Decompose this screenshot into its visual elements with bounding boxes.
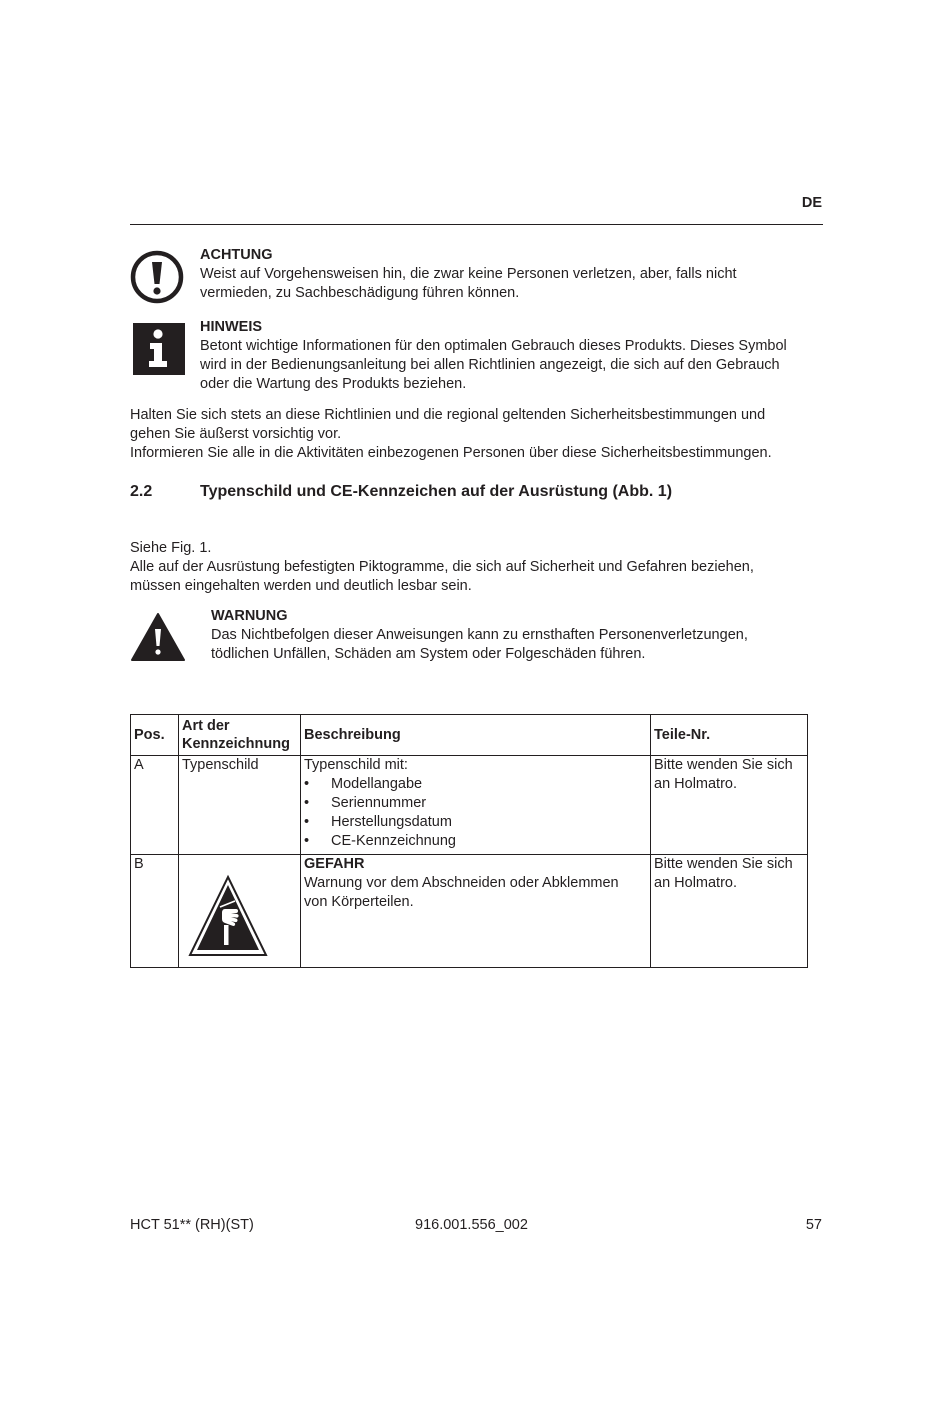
header-art <box>179 715 301 756</box>
notice-hinweis-line: Betont wichtige Informationen für den optimalen Gebrauch dieses Produkts. Dieses Symbol <box>200 338 787 354</box>
body-line: Halten Sie sich stets an diese Richtlinien und die regional geltenden Sicherheitsbestimmungen und <box>130 407 766 423</box>
notice-achtung-line: Weist auf Vorgehensweisen hin, die zwar keine Personen verletzen, aber, falls nicht <box>200 266 737 282</box>
list-item: • Seriennummer <box>304 794 647 813</box>
section-number: 2.2 <box>130 483 153 500</box>
list-item: • Modellangabe <box>304 775 647 794</box>
footer-page-number: 57 <box>805 1217 822 1233</box>
beschreibung-line: von Körperteilen. <box>304 894 414 910</box>
section-title: Typenschild und CE-Kennzeichen auf der Ausrüstung (Abb. 1) <box>200 483 673 500</box>
body-line: Informieren Sie alle in die Aktivitäten einbezogenen Personen über diese Sicherheitsbestimmungen. <box>130 445 772 461</box>
warning-triangle-icon <box>130 612 186 662</box>
notice-warnung-line: Das Nichtbefolgen dieser Anweisungen kann zu ernsthaften Personenverletzungen, <box>211 627 748 643</box>
notice-achtung <box>200 246 737 303</box>
hand-crush-warning-icon <box>187 873 269 959</box>
body-line: Siehe Fig. 1. <box>130 540 212 556</box>
language-code: DE <box>801 195 822 211</box>
notice-warnung <box>211 607 748 664</box>
cell-pos: A <box>131 756 179 855</box>
list-item: • Herstellungsdatum <box>304 813 647 832</box>
body-line: müssen eingehalten werden und deutlich lesbar sein. <box>130 578 472 594</box>
table-row <box>131 855 808 968</box>
beschreibung-intro: Typenschild mit: <box>304 757 408 773</box>
body-line: Alle auf der Ausrüstung befestigten Piktogramme, die sich auf Sicherheit und Gefahren beziehen, <box>130 559 754 575</box>
teile-line: an Holmatro. <box>654 875 738 891</box>
notice-hinweis-line: oder die Wartung des Produkts beziehen. <box>200 376 467 392</box>
notice-hinweis-line: wird in der Bedienungsanleitung bei allen Richtlinien angezeigt, die sich auf den Gebrauch <box>200 357 780 373</box>
safety-paragraph <box>130 406 772 463</box>
marking-table <box>130 714 808 968</box>
teile-line: Bitte wenden Sie sich <box>654 757 793 773</box>
cell-art: Typenschild <box>179 756 301 855</box>
cell-teile <box>651 756 808 855</box>
feature-list <box>304 775 647 851</box>
notice-hinweis <box>200 318 787 394</box>
cell-beschreibung <box>301 855 651 968</box>
body-line: gehen Sie äußerst vorsichtig vor. <box>130 426 342 442</box>
pictogram-paragraph <box>130 539 754 596</box>
cell-art-icon <box>179 855 301 968</box>
header-teile: Teile-Nr. <box>651 715 808 756</box>
table-header-row <box>131 715 808 756</box>
header-art-line: Kennzeichnung <box>182 736 290 752</box>
teile-line: an Holmatro. <box>654 776 738 792</box>
list-item: • CE-Kennzeichnung <box>304 832 647 851</box>
footer-model: HCT 51** (RH)(ST) <box>130 1217 254 1233</box>
notice-warnung-line: tödlichen Unfällen, Schäden am System oder Folgeschäden führen. <box>211 646 646 662</box>
header-art-line: Art der <box>182 718 230 734</box>
cell-beschreibung <box>301 756 651 855</box>
header-pos: Pos. <box>131 715 179 756</box>
cell-teile <box>651 855 808 968</box>
table-row <box>131 756 808 855</box>
gefahr-title: GEFAHR <box>304 856 365 872</box>
footer-doc-number: 916.001.556_002 <box>415 1217 528 1233</box>
cell-pos: B <box>131 855 179 968</box>
info-icon <box>133 323 185 375</box>
header-beschreibung: Beschreibung <box>301 715 651 756</box>
exclamation-circle-icon <box>130 250 184 304</box>
notice-hinweis-title: HINWEIS <box>200 319 263 335</box>
teile-line: Bitte wenden Sie sich <box>654 856 793 872</box>
notice-achtung-line: vermieden, zu Sachbeschädigung führen können. <box>200 285 520 301</box>
notice-achtung-title: ACHTUNG <box>200 247 273 263</box>
notice-warnung-title: WARNUNG <box>211 608 288 624</box>
header-rule <box>130 224 823 225</box>
beschreibung-line: Warnung vor dem Abschneiden oder Abklemmen <box>304 875 619 891</box>
